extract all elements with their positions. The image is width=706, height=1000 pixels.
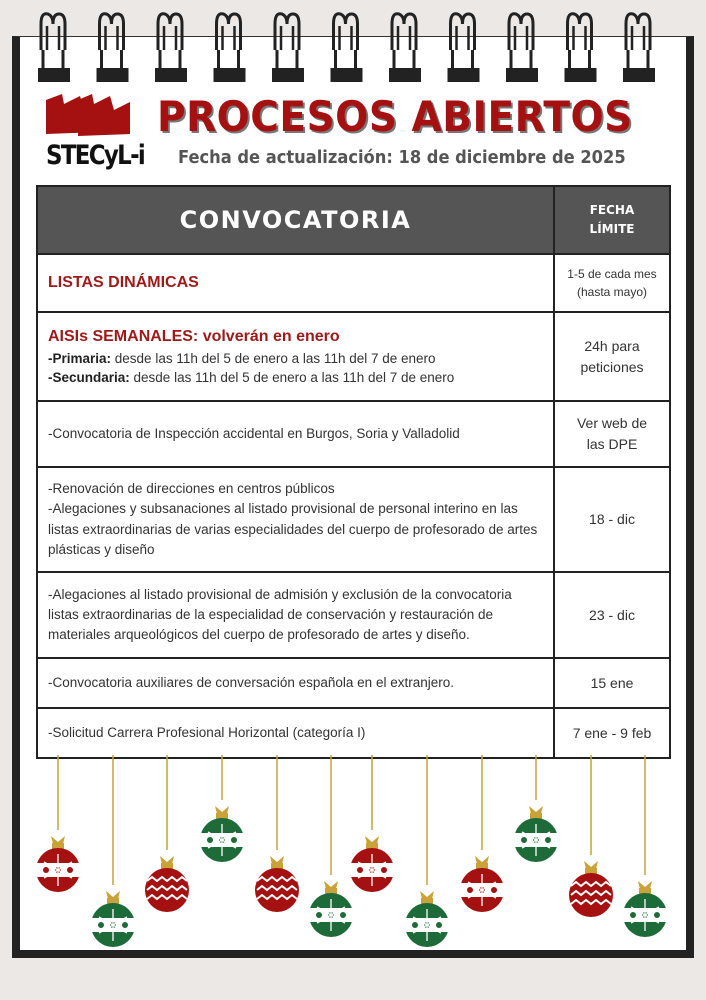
row-text: -Convocatoria de Inspección accidental en Burgos, Soria y Valladolid <box>37 401 554 467</box>
table-row <box>37 572 670 658</box>
ring-icon <box>565 14 597 82</box>
row-date: Ver web de las DPE <box>554 401 670 467</box>
ornament-icon <box>145 755 189 912</box>
christmas-ornaments <box>0 755 706 955</box>
row-date: 7 ene - 9 feb <box>554 708 670 758</box>
page-title: PROCESOS ABIERTOS <box>157 92 633 141</box>
logo-text: STECyL-i <box>46 140 145 171</box>
row-line: -Renovación de direcciones en centros públicos <box>48 481 335 496</box>
table-row <box>37 254 670 312</box>
table-row <box>37 658 670 708</box>
row-date: 24h para peticiones <box>554 312 670 401</box>
ornament-icon <box>350 755 394 892</box>
header-fecha-limite: FECHA LÍMITE <box>554 186 670 254</box>
ring-icon <box>506 14 538 82</box>
table-row <box>37 312 670 401</box>
ring-icon <box>155 14 187 82</box>
row-title: AISIs SEMANALES: volverán en enero <box>48 328 340 346</box>
row-text: -Solicitud Carrera Profesional Horizontal (categoría I) <box>37 708 554 758</box>
ring-icon <box>272 14 304 82</box>
ornament-icon <box>405 755 449 947</box>
table-row <box>37 467 670 572</box>
row-date: 15 ene <box>554 658 670 708</box>
ring-icon <box>97 14 129 82</box>
spiral-binding <box>0 0 706 90</box>
table-row <box>37 401 670 467</box>
row-line: -Primaria: desde las 11h del 5 de enero a las 11h del 7 de enero <box>48 350 436 366</box>
row-text: -Convocatoria auxiliares de conversación española en el extranjero. <box>37 658 554 708</box>
ornament-icon <box>36 755 80 892</box>
ornament-icon <box>255 755 299 912</box>
ornament-icon <box>623 755 667 937</box>
ring-icon <box>38 14 70 82</box>
ring-icon <box>448 14 480 82</box>
processes-table <box>36 185 671 759</box>
row-date: 1-5 de cada mes (hasta mayo) <box>554 254 670 312</box>
ornament-icon <box>309 755 353 937</box>
row-line: -Alegaciones y subsanaciones al listado provisional de personal interino en las listas extraordinarias de varias especialidades del cuerpo de profesorado de artes plásticas y diseño <box>48 501 538 557</box>
ornament-icon <box>200 755 244 862</box>
ornament-icon <box>514 755 558 862</box>
ornament-icon <box>569 755 613 917</box>
ornament-icon <box>91 755 135 947</box>
row-title: LISTAS DINÁMICAS <box>48 274 199 291</box>
row-text: -Alegaciones al listado provisional de admisión y exclusión de la convocatoria listas extraordinarias de la especialidad de conservación y restauración de materiales arqueológicos del cuerpo de profesorado de artes y diseño. <box>37 572 554 658</box>
header-convocatoria: CONVOCATORIA <box>37 186 554 254</box>
table-row <box>37 708 670 758</box>
ornament-icon <box>460 755 504 912</box>
row-date: 18 - dic <box>554 467 670 572</box>
update-date: Fecha de actualización: 18 de diciembre de 2025 <box>178 148 626 168</box>
row-line: -Secundaria: desde las 11h del 5 de enero a las 11h del 7 de enero <box>48 370 455 386</box>
ring-icon <box>623 14 655 82</box>
table-header <box>37 186 670 254</box>
ring-icon <box>331 14 363 82</box>
row-date: 23 - dic <box>554 572 670 658</box>
ring-icon <box>389 14 421 82</box>
ring-icon <box>214 14 246 82</box>
